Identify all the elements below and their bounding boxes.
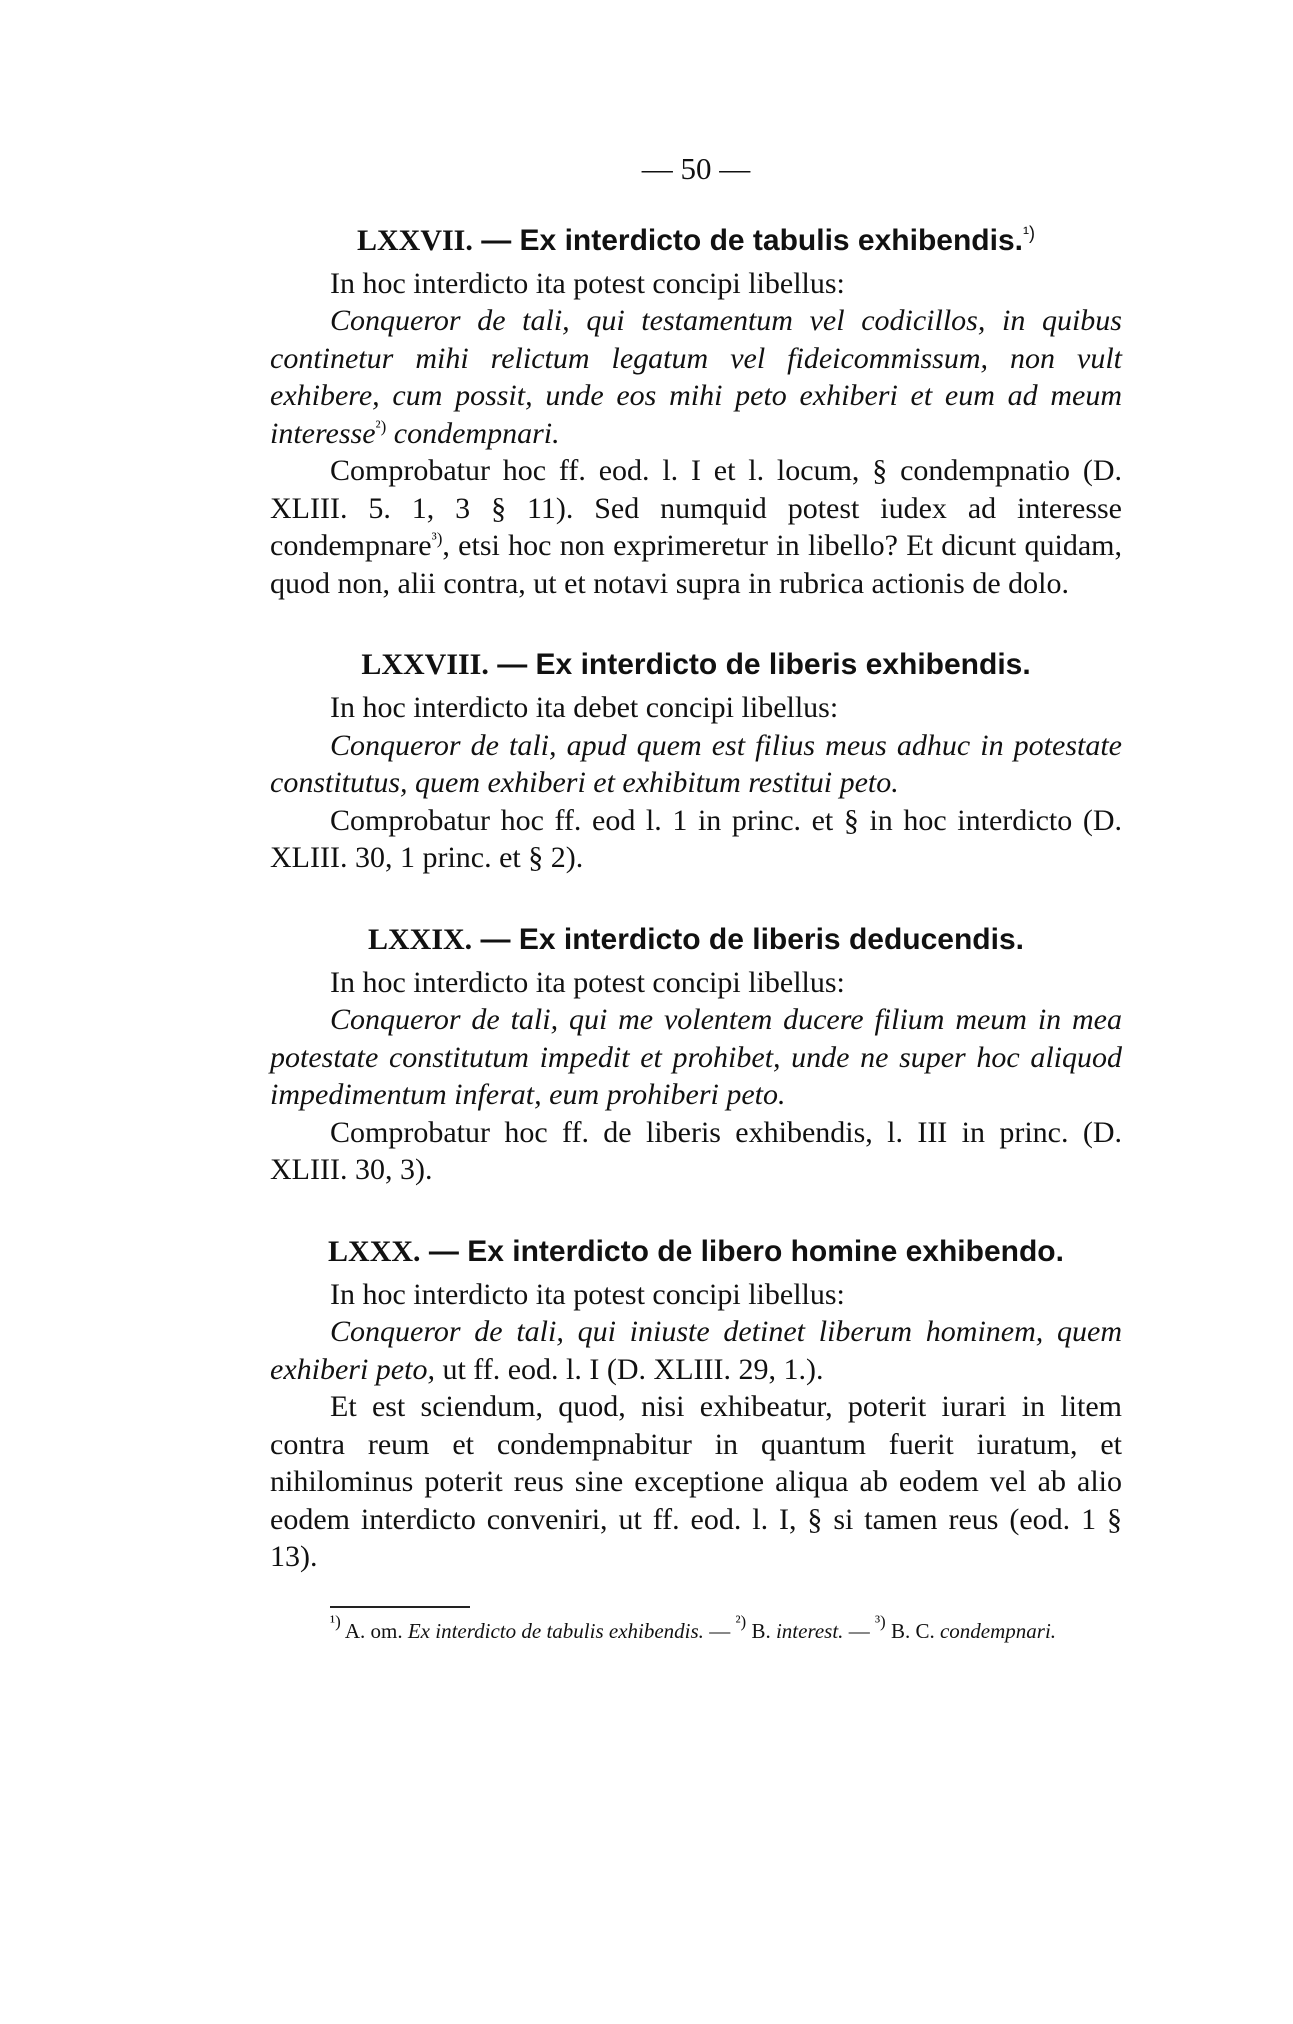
footnote-ref: ²) — [375, 416, 387, 436]
footnote-italic: interest. — [775, 1618, 844, 1643]
footnote-divider — [330, 1606, 470, 1608]
section-lxxvii — [270, 222, 1122, 603]
citation-text: Comprobatur hoc ff. eod l. 1 in princ. et § in hoc interdicto (D. XLIII. 30, 1 princ. et § 2). — [270, 803, 1122, 874]
footnotes — [270, 1611, 1122, 1645]
footnote-ref: ¹) — [1022, 222, 1035, 243]
formula-text — [270, 1313, 1122, 1388]
section-numeral: LXXX. — [328, 1234, 421, 1268]
section-lxxx — [270, 1233, 1122, 1576]
formula-part: Conqueror de tali, qui iniuste detinet liberum hominem, quem exhiberi peto, — [270, 1315, 1122, 1386]
section-title: — Ex interdicto de tabulis exhibendis. — [481, 223, 1023, 257]
section-numeral: LXXIX. — [368, 922, 473, 956]
footnote-ref: ³) — [431, 529, 443, 548]
intro-line: In hoc interdicto ita potest concipi libellus: — [330, 266, 845, 300]
formula-text: Conqueror de tali, apud quem est filius meus adhuc in potestate constitutus, quem exhiberi et exhibitum restitui peto. — [270, 728, 1122, 799]
section-title: — Ex interdicto de liberis deducendis. — [480, 922, 1024, 956]
footnote-mark: ¹) — [330, 1611, 341, 1631]
section-numeral: LXXVIII. — [361, 648, 489, 681]
citation-text: Comprobatur hoc ff. de liberis exhibendis, l. III in princ. (D. XLIII. 30, 3). — [270, 1115, 1122, 1186]
section-lxxviii — [270, 646, 1122, 877]
citation-part: ut ff. eod. l. I (D. XLIII. 29, 1.). — [434, 1352, 824, 1386]
footnote-text: B. C. — [885, 1618, 940, 1643]
section-numeral: LXXVII. — [357, 223, 473, 257]
formula-text — [270, 302, 1122, 452]
citation-part: Comprobatur hoc ff. eod. l. I et l. locum, § condempnatio (D. XLIII. 5. 1, 3 § 11). Sed numquid potest iudex ad interesse condempnare — [270, 454, 1122, 562]
footnote-italic: Ex interdicto de tabulis exhibendis. — [407, 1618, 704, 1643]
footnote-text: A. om. — [340, 1618, 408, 1643]
section-heading — [270, 921, 1122, 958]
intro-line: In hoc interdicto ita potest concipi libellus: — [330, 1277, 845, 1311]
footnote-text: B. — [746, 1618, 776, 1643]
section-heading — [270, 1233, 1122, 1270]
section-title: — Ex interdicto de libero homine exhibendo. — [428, 1234, 1064, 1268]
formula-part: condempnari. — [386, 416, 560, 450]
page-number: — 50 — — [641, 151, 751, 186]
footnote-italic: condempnari. — [939, 1618, 1057, 1643]
section-heading — [270, 646, 1122, 683]
citation-part: , etsi hoc non exprimeretur in libello? Et dicunt quidam, quod non, alii contra, ut et notavi supra in rubrica actionis de dolo. — [270, 529, 1122, 600]
footnote-mark: ³) — [874, 1611, 886, 1631]
footnote-mark: ²) — [735, 1611, 747, 1631]
formula-part: Conqueror de tali, qui testamentum vel codicillos, in quibus continetur mihi relictum legatum vel fideicommissum, non vult exhibere, cum possit, unde eos mihi peto exhiberi et eum ad meum interesse — [270, 304, 1122, 450]
citation-text — [270, 452, 1122, 602]
section-title: — Ex interdicto de liberis exhibendis. — [497, 648, 1031, 681]
formula-text: Conqueror de tali, qui me volentem ducere filium meum in mea potestate constitutum impedit et prohibet, unde ne super hoc aliquod impedimentum inferat, eum prohiberi peto. — [270, 1003, 1122, 1111]
page — [270, 150, 1122, 1645]
footnote-separator: — — [843, 1618, 875, 1643]
section-heading — [270, 222, 1122, 259]
section-lxxix — [270, 921, 1122, 1189]
commentary-text: Et est sciendum, quod, nisi exhibeatur, poterit iurari in litem contra reum et condempnabitur in quantum fuerit iuratum, et nihilominus poterit reus sine exceptione aliqua ab eodem vel ab alio eodem interdicto conveniri, ut ff. eod. l. I, § si tamen reus (eod. 1 § 13). — [270, 1390, 1122, 1573]
intro-line: In hoc interdicto ita potest concipi libellus: — [330, 965, 845, 999]
intro-line: In hoc interdicto ita debet concipi libellus: — [330, 691, 839, 724]
footnote-separator: — — [703, 1618, 736, 1643]
